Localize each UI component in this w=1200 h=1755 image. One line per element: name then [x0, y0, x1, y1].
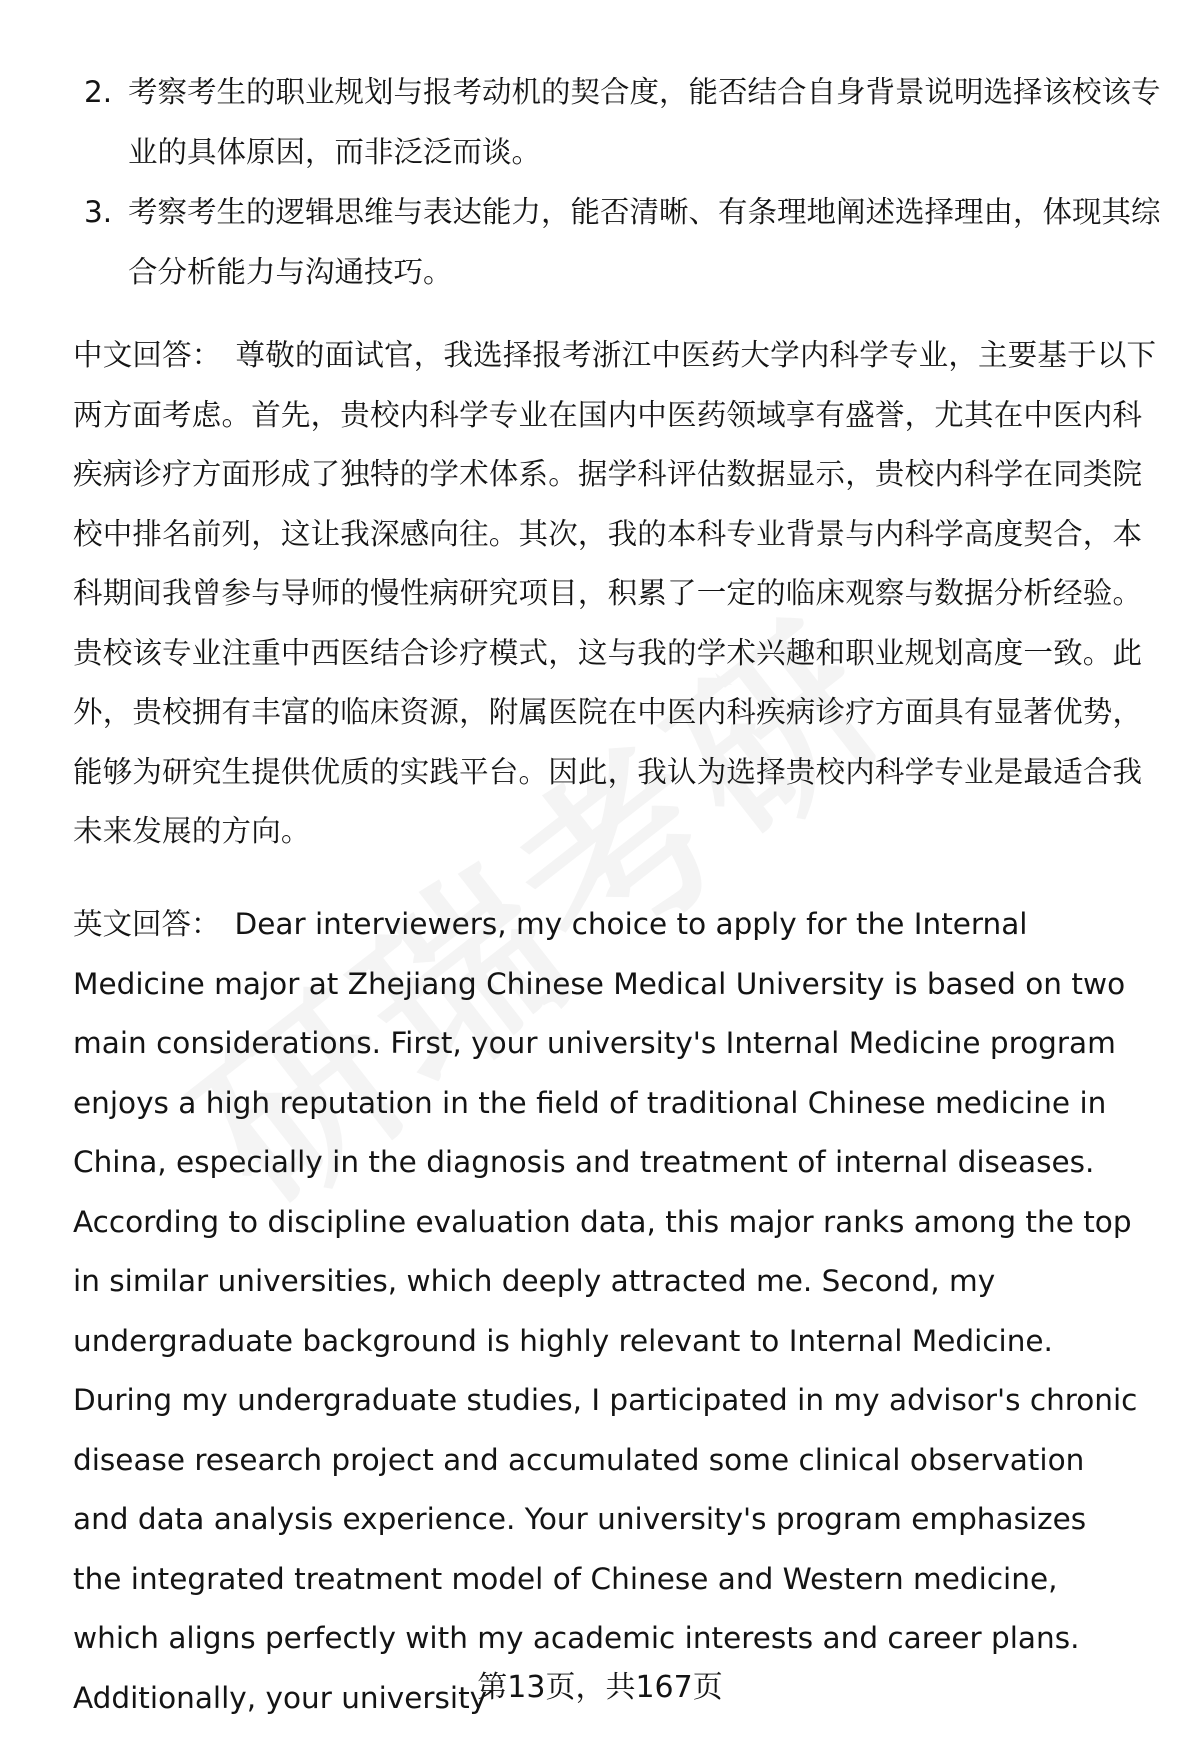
- list-item: [72, 62, 1162, 182]
- chinese-answer-text: 尊敬的面试官，我选择报考浙江中医药大学内科学专业，主要基于以下两方面考虑。首先，贵校内科学专业在国内中医药领域享有盛誉，尤其在中医内科疾病诊疗方面形成了独特的学术体系。据学科评估数据显示，贵校内科学在同类院校中排名前列，这让我深感向往。其次，我的本科专业背景与内科学高度契合，本科期间我曾参与导师的慢性病研究项目，积累了一定的临床观察与数据分析经验。贵校该专业注重中西医结合诊疗模式，这与我的学术兴趣和职业规划高度一致。此外，贵校拥有丰富的临床资源，附属医院在中医内科疾病诊疗方面具有显著优势，能够为研究生提供优质的实践平台。因此，我认为选择贵校内科学专业是最适合我未来发展的方向。: [73, 338, 1157, 848]
- list-item: [72, 182, 1162, 302]
- english-answer-paragraph: [73, 895, 1143, 1728]
- chinese-answer-paragraph: [73, 326, 1163, 862]
- list-item-text: 考察考生的职业规划与报考动机的契合度，能否结合自身背景说明选择该校该专业的具体原因，而非泛泛而谈。: [128, 75, 1161, 169]
- list-item-number: 2.: [84, 75, 113, 109]
- evaluation-criteria-list: [72, 62, 1162, 302]
- list-item-number: 3.: [84, 195, 113, 229]
- list-item-text: 考察考生的逻辑思维与表达能力，能否清晰、有条理地阐述选择理由，体现其综合分析能力与沟通技巧。: [128, 195, 1161, 289]
- english-answer-text: Dear interviewers, my choice to apply for the Internal Medicine major at Zhejiang Chinese Medical University is based on two main considerations. First, your university's Internal Medicine program enjoys a high reputation in the field of traditional Chinese medicine in China, especially in the diagnosis and treatment of internal diseases. According to discipline evaluation data, this major ranks among the top in similar universities, which deeply attracted me. Second, my undergraduate background is highly relevant to Internal Medicine. During my undergraduate studies, I participated in my advisor's chronic disease research project and accumulated some clinical observation and data analysis experience. Your university's program emphasizes the integrated treatment model of Chinese and Western medicine, which aligns perfectly with my academic interests and career plans. Additionally, your university: [73, 907, 1138, 1715]
- page-number-footer: 第13页，共167页: [477, 1670, 723, 1705]
- chinese-answer-label: 中文回答：: [73, 338, 222, 372]
- english-answer-label: 英文回答：: [73, 907, 221, 941]
